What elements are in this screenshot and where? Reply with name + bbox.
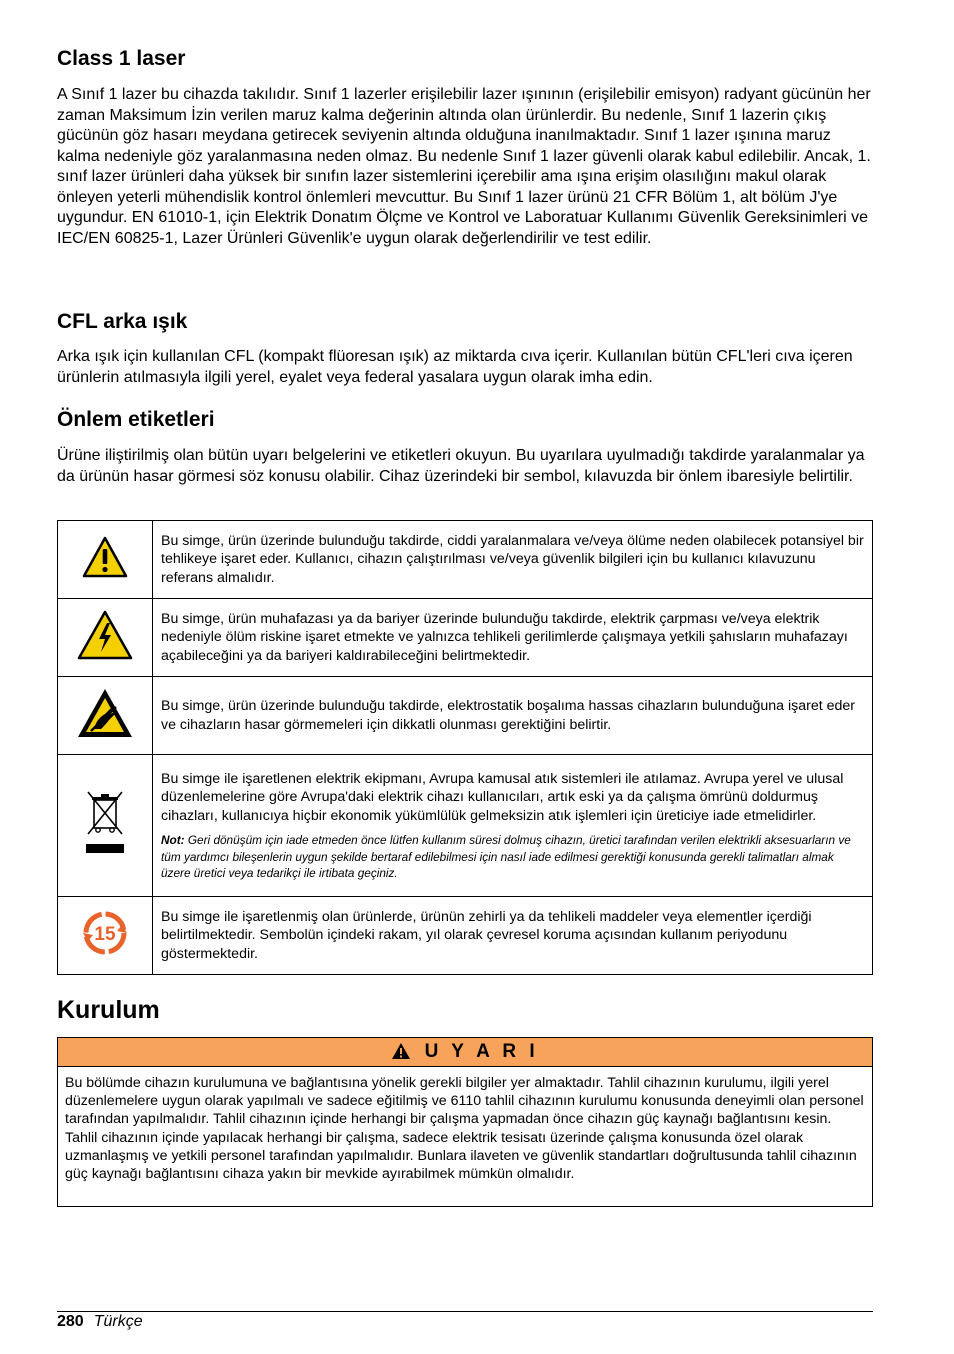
efup-15-icon	[81, 923, 129, 961]
symbol-row	[58, 521, 873, 599]
symbol-description: Bu simge, ürün üzerinde bulunduğu takdirde, elektrostatik boşalıma hassas cihazların bulunduğuna işaret eder ve cihazların hasar görmemeleri için dikkatli olunması gerektiğini belirtir.	[153, 677, 873, 755]
warning-box	[57, 1037, 873, 1207]
section-title-precaution-labels: Önlem etiketleri	[57, 408, 215, 431]
warning-header	[58, 1038, 872, 1067]
symbols-table	[57, 520, 873, 975]
efup-number: 15	[94, 923, 116, 945]
symbol-description: Bu simge ile işaretlenmiş olan ürünlerde, ürünün zehirli ya da tehlikeli maddeler veya elementler içerdiği belirtilmektedir. Sembolün içindeki rakam, yıl olarak çevresel koruma açısından kullanım periyodunu göstermektedir.	[153, 897, 873, 975]
cfl-backlight-paragraph: Arka ışık için kullanılan CFL (kompakt flüoresan ışık) az miktarda cıva içerir. Kullanılan bütün CFL'leri cıva içeren ürünlerin atılmasıyla ilgili yerel, eyalet veya federal yasalara uygun olarak imha edin.	[57, 348, 853, 386]
symbol-row	[58, 755, 873, 897]
symbol-description: Bu simge, ürün üzerinde bulunduğu takdirde, ciddi yaralanmalara ve/veya ölüme neden olabilecek potansiyel bir tehlikeye işaret eder. Kullanıcı, cihazın çalıştırılması ve/veya güvenlik bilgileri için bu kullanıcı kılavuzunu referans almalıdır.	[153, 521, 873, 599]
warning-triangle-icon	[82, 566, 128, 582]
footer-language: Türkçe	[93, 1313, 143, 1330]
note-text: Geri dönüşüm için iade etmeden önce lütfen kullanım süresi dolmuş cihazın, üretici tarafından verilen elektrikli aksesuarların ve tüm yardımcı bileşenlerin uygun şekilde bertaraf edilebilmesi için nasıl iade edilmesi gerektiği konusunda gerekli talimatları almak üzere üretici veya tedarikçi ile irtibata geçiniz.	[161, 833, 851, 880]
symbol-row	[58, 677, 873, 755]
section-title-class1-laser: Class 1 laser	[57, 47, 186, 70]
page-number: 280	[57, 1313, 84, 1330]
section-title-cfl-backlight: CFL arka ışık	[57, 310, 188, 333]
precaution-labels-paragraph: Ürüne iliştirilmiş olan bütün uyarı belgelerini ve etiketleri okuyun. Bu uyarılara uyulmadığı takdirde yaralanmalar ya da ürünün hasar görmesi söz konusu olabilir. Cihaz üzerindeki bir sembol, kılavuzda bir önlem ibaresiyle belirtilir.	[57, 447, 865, 485]
note-label: Not:	[161, 833, 185, 847]
chapter-title-kurulum: Kurulum	[57, 996, 160, 1024]
symbol-description: Bu simge ile işaretlenen elektrik ekipmanı, Avrupa kamusal atık sistemleri ile atılamaz. Avrupa yerel ve ulusal düzenlemelerine göre Avrupa'daki elektrik cihazı kullanıcıları, artık eski ya da çalışma ömrünü doldurmuş cihazları, kullanıcıya hiçbir ekonomik yükümlülük gelmeksizin atık işlemleri için üreticiye iade etmelidirler.	[161, 770, 844, 824]
weee-crossed-bin-icon	[82, 846, 128, 862]
warning-triangle-icon	[391, 1041, 424, 1062]
warning-text: Bu bölümde cihazın kurulumuna ve bağlantısına yönelik gerekli bilgiler yer almaktadır. Tahlil cihazının kurulumu, ilgili yerel düzenlemelere uygun olarak yapılmalı ve sadece eğitilmiş ve 6110 tahlil cihazının kurulumu konusunda deneyimli olan personel tarafından yapılmalıdır. Tahlil cihazının içinde herhangi bir çalışma yapmadan önce cihazın güç kaynağı bağlantısını kesin. Tahlil cihazının içinde yapılacak herhangi bir çalışma, sadece elektrik tesisatı üzerinde çalışma konusunda özel olarak uzmanlaşmış ve yetkili personel tarafından yapılmalıdır. Bunlara ilaveten ve güvenlik standartları doğrultusunda tahlil cihazının güç kaynağı bağlantısını cihaza yakın bir mevkide ayırabilmek mümkün olmalıdır.	[65, 1075, 864, 1183]
symbol-row	[58, 897, 873, 975]
class1-laser-paragraph: A Sınıf 1 lazer bu cihazda takılıdır. Sınıf 1 lazerler erişilebilir lazer ışınının (erişilebilir emisyon) radyant gücünün her zaman Maksimum İzin verilen maruz kalma değerinin altında olan ürünlerdir. Bu nedenle, Sınıf 1 lazerin çıkış gücünün göz hasarı meydana getirecek seviyenin altında olduğuna inanılmaktadır. Sınıf 1 lazer ışınına maruz kalma nedeniyle göz yaralanmasına neden olmaz. Bu nedenle Sınıf 1 lazer güvenli olarak kabul edilebilir. Ancak, 1. sınıf lazer ürünleri daha yüksek bir sınıfın lazer sistemlerini içerebilir ama ışına erişim olasılığını makul olarak önleyen yeterli mühendislik kontrol önlemleri mevcuttur. Bu Sınıf 1 lazer ürünü 21 CFR Bölüm 1, alt bölüm J'ye uygundur. EN 61010-1, için Elektrik Donatım Ölçme ve Kontrol ve Laboratuar Kullanımı Güvenlik Gereksinimleri ve IEC/EN 60825-1, Lazer Ürünleri Güvenlik'e uygun olarak değerlendirilir ve test edilir.	[57, 86, 871, 247]
symbol-description: Bu simge, ürün muhafazası ya da bariyer üzerinde bulunduğu takdirde, elektrik çarpması ve/veya elektrik nedeniyle ölüm riskine işaret etmekte ve yalnızca tehlikeli gerilimlerde çalışmaya yetkili şahısların muhafazayı açabileceğini ya da bariyeri kaldırabileceğini belirtmektedir.	[153, 599, 873, 677]
esd-sensitive-icon	[76, 727, 134, 743]
electrical-hazard-icon	[77, 648, 133, 664]
page-footer	[57, 1311, 873, 1331]
symbol-row	[58, 599, 873, 677]
weee-note	[161, 832, 864, 882]
warning-label: U Y A R I	[424, 1041, 539, 1062]
